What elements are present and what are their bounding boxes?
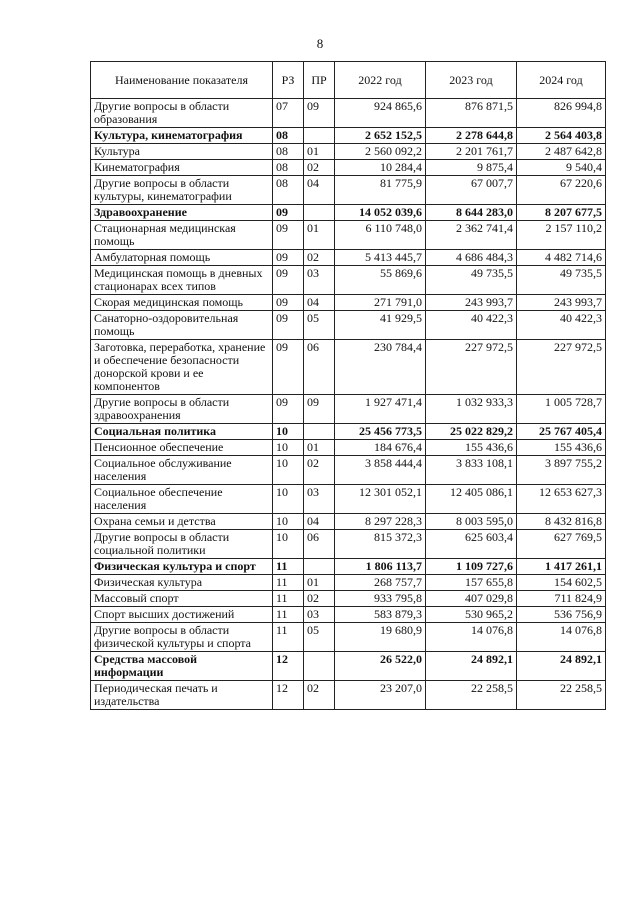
cell-2024: 227 972,5 xyxy=(517,340,606,395)
cell-pr: 02 xyxy=(304,456,335,485)
table-row xyxy=(91,559,606,575)
cell-2024: 8 432 816,8 xyxy=(517,514,606,530)
cell-pr xyxy=(304,205,335,221)
cell-2022: 5 413 445,7 xyxy=(335,250,426,266)
cell-rz: 10 xyxy=(273,514,304,530)
table-row xyxy=(91,160,606,176)
cell-2023: 25 022 829,2 xyxy=(426,424,517,440)
cell-rz: 11 xyxy=(273,575,304,591)
cell-rz: 10 xyxy=(273,530,304,559)
cell-2023: 12 405 086,1 xyxy=(426,485,517,514)
cell-2022: 8 297 228,3 xyxy=(335,514,426,530)
cell-name: Санаторно-оздоровительная помощь xyxy=(91,311,273,340)
cell-pr: 06 xyxy=(304,530,335,559)
table-row xyxy=(91,266,606,295)
table-row xyxy=(91,575,606,591)
cell-pr: 02 xyxy=(304,160,335,176)
table-row xyxy=(91,514,606,530)
cell-name: Другие вопросы в области культуры, кинематографии xyxy=(91,176,273,205)
header-name: Наименование показателя xyxy=(91,62,273,99)
table-row xyxy=(91,456,606,485)
cell-2022: 41 929,5 xyxy=(335,311,426,340)
cell-2022: 10 284,4 xyxy=(335,160,426,176)
cell-rz: 12 xyxy=(273,652,304,681)
cell-2024: 2 564 403,8 xyxy=(517,128,606,144)
cell-pr xyxy=(304,559,335,575)
table-row xyxy=(91,591,606,607)
table-row xyxy=(91,311,606,340)
header-2023: 2023 год xyxy=(426,62,517,99)
cell-name: Физическая культура и спорт xyxy=(91,559,273,575)
cell-2024: 24 892,1 xyxy=(517,652,606,681)
table-header-row xyxy=(91,62,606,99)
cell-2024: 1 005 728,7 xyxy=(517,395,606,424)
table-row xyxy=(91,340,606,395)
cell-rz: 08 xyxy=(273,160,304,176)
cell-2022: 19 680,9 xyxy=(335,623,426,652)
table-row xyxy=(91,652,606,681)
table-row xyxy=(91,295,606,311)
cell-name: Пенсионное обеспечение xyxy=(91,440,273,456)
cell-2022: 815 372,3 xyxy=(335,530,426,559)
cell-name: Спорт высших достижений xyxy=(91,607,273,623)
cell-2024: 711 824,9 xyxy=(517,591,606,607)
cell-2022: 6 110 748,0 xyxy=(335,221,426,250)
cell-name: Культура, кинематография xyxy=(91,128,273,144)
cell-2024: 3 897 755,2 xyxy=(517,456,606,485)
cell-name: Кинематография xyxy=(91,160,273,176)
table-row xyxy=(91,623,606,652)
cell-rz: 11 xyxy=(273,607,304,623)
cell-2022: 924 865,6 xyxy=(335,99,426,128)
header-pr: ПР xyxy=(304,62,335,99)
cell-rz: 10 xyxy=(273,485,304,514)
table-row xyxy=(91,607,606,623)
cell-name: Средства массовой информации xyxy=(91,652,273,681)
cell-2024: 40 422,3 xyxy=(517,311,606,340)
cell-2022: 3 858 444,4 xyxy=(335,456,426,485)
cell-2024: 4 482 714,6 xyxy=(517,250,606,266)
table-row xyxy=(91,440,606,456)
cell-pr: 09 xyxy=(304,99,335,128)
cell-2024: 826 994,8 xyxy=(517,99,606,128)
cell-name: Культура xyxy=(91,144,273,160)
table-row xyxy=(91,144,606,160)
cell-rz: 09 xyxy=(273,340,304,395)
table-row xyxy=(91,530,606,559)
cell-2023: 243 993,7 xyxy=(426,295,517,311)
cell-name: Социальное обеспечение населения xyxy=(91,485,273,514)
cell-pr: 05 xyxy=(304,623,335,652)
cell-2024: 154 602,5 xyxy=(517,575,606,591)
cell-2024: 67 220,6 xyxy=(517,176,606,205)
table-row xyxy=(91,395,606,424)
table-row xyxy=(91,221,606,250)
cell-2024: 2 487 642,8 xyxy=(517,144,606,160)
header-rz: РЗ xyxy=(273,62,304,99)
cell-pr: 01 xyxy=(304,575,335,591)
cell-rz: 09 xyxy=(273,311,304,340)
cell-pr: 04 xyxy=(304,295,335,311)
cell-name: Амбулаторная помощь xyxy=(91,250,273,266)
cell-2022: 184 676,4 xyxy=(335,440,426,456)
cell-name: Здравоохранение xyxy=(91,205,273,221)
cell-pr: 09 xyxy=(304,395,335,424)
cell-rz: 09 xyxy=(273,266,304,295)
cell-name: Социальная политика xyxy=(91,424,273,440)
cell-2023: 157 655,8 xyxy=(426,575,517,591)
cell-2024: 9 540,4 xyxy=(517,160,606,176)
cell-rz: 11 xyxy=(273,623,304,652)
cell-2024: 1 417 261,1 xyxy=(517,559,606,575)
cell-rz: 09 xyxy=(273,250,304,266)
cell-name: Периодическая печать и издательства xyxy=(91,681,273,710)
table-row xyxy=(91,176,606,205)
cell-pr: 01 xyxy=(304,440,335,456)
cell-pr: 02 xyxy=(304,591,335,607)
cell-2022: 12 301 052,1 xyxy=(335,485,426,514)
cell-2023: 4 686 484,3 xyxy=(426,250,517,266)
cell-name: Физическая культура xyxy=(91,575,273,591)
cell-rz: 11 xyxy=(273,591,304,607)
cell-2023: 227 972,5 xyxy=(426,340,517,395)
cell-rz: 07 xyxy=(273,99,304,128)
cell-2022: 26 522,0 xyxy=(335,652,426,681)
cell-2024: 536 756,9 xyxy=(517,607,606,623)
cell-name: Заготовка, переработка, хранение и обеспечение безопасности донорской крови и ее компонентов xyxy=(91,340,273,395)
cell-rz: 09 xyxy=(273,295,304,311)
cell-rz: 12 xyxy=(273,681,304,710)
cell-2022: 933 795,8 xyxy=(335,591,426,607)
table-row xyxy=(91,681,606,710)
cell-2024: 25 767 405,4 xyxy=(517,424,606,440)
table-row xyxy=(91,99,606,128)
cell-pr: 01 xyxy=(304,144,335,160)
cell-2023: 67 007,7 xyxy=(426,176,517,205)
cell-2023: 2 278 644,8 xyxy=(426,128,517,144)
cell-2024: 155 436,6 xyxy=(517,440,606,456)
cell-2023: 1 109 727,6 xyxy=(426,559,517,575)
table-row xyxy=(91,485,606,514)
cell-rz: 08 xyxy=(273,128,304,144)
cell-rz: 10 xyxy=(273,456,304,485)
page-number: 8 xyxy=(316,36,324,51)
cell-name: Социальное обслуживание населения xyxy=(91,456,273,485)
budget-table xyxy=(90,61,606,710)
table-row xyxy=(91,424,606,440)
cell-rz: 10 xyxy=(273,424,304,440)
table-row xyxy=(91,205,606,221)
cell-2023: 155 436,6 xyxy=(426,440,517,456)
cell-2022: 271 791,0 xyxy=(335,295,426,311)
header-2022: 2022 год xyxy=(335,62,426,99)
cell-2022: 2 560 092,2 xyxy=(335,144,426,160)
cell-name: Скорая медицинская помощь xyxy=(91,295,273,311)
cell-name: Охрана семьи и детства xyxy=(91,514,273,530)
cell-pr xyxy=(304,128,335,144)
cell-pr: 01 xyxy=(304,221,335,250)
cell-2022: 25 456 773,5 xyxy=(335,424,426,440)
cell-name: Другие вопросы в области образования xyxy=(91,99,273,128)
cell-name: Другие вопросы в области социальной политики xyxy=(91,530,273,559)
cell-name: Другие вопросы в области здравоохранения xyxy=(91,395,273,424)
cell-2022: 230 784,4 xyxy=(335,340,426,395)
cell-2022: 81 775,9 xyxy=(335,176,426,205)
cell-2023: 14 076,8 xyxy=(426,623,517,652)
cell-rz: 09 xyxy=(273,395,304,424)
cell-2024: 2 157 110,2 xyxy=(517,221,606,250)
cell-rz: 09 xyxy=(273,205,304,221)
cell-pr: 04 xyxy=(304,514,335,530)
cell-2023: 625 603,4 xyxy=(426,530,517,559)
cell-rz: 11 xyxy=(273,559,304,575)
cell-pr: 03 xyxy=(304,607,335,623)
cell-2023: 40 422,3 xyxy=(426,311,517,340)
cell-2022: 55 869,6 xyxy=(335,266,426,295)
cell-name: Стационарная медицинская помощь xyxy=(91,221,273,250)
cell-name: Другие вопросы в области физической культуры и спорта xyxy=(91,623,273,652)
cell-2022: 1 806 113,7 xyxy=(335,559,426,575)
cell-pr: 02 xyxy=(304,250,335,266)
cell-2024: 22 258,5 xyxy=(517,681,606,710)
cell-2023: 3 833 108,1 xyxy=(426,456,517,485)
cell-name: Массовый спорт xyxy=(91,591,273,607)
cell-pr xyxy=(304,424,335,440)
header-2024: 2024 год xyxy=(517,62,606,99)
cell-2023: 8 003 595,0 xyxy=(426,514,517,530)
cell-2023: 24 892,1 xyxy=(426,652,517,681)
cell-2022: 2 652 152,5 xyxy=(335,128,426,144)
cell-pr: 02 xyxy=(304,681,335,710)
cell-rz: 09 xyxy=(273,221,304,250)
cell-2024: 14 076,8 xyxy=(517,623,606,652)
cell-2024: 243 993,7 xyxy=(517,295,606,311)
cell-2023: 8 644 283,0 xyxy=(426,205,517,221)
cell-2022: 1 927 471,4 xyxy=(335,395,426,424)
cell-pr: 06 xyxy=(304,340,335,395)
cell-2023: 9 875,4 xyxy=(426,160,517,176)
cell-2023: 876 871,5 xyxy=(426,99,517,128)
cell-2023: 2 362 741,4 xyxy=(426,221,517,250)
cell-rz: 08 xyxy=(273,144,304,160)
cell-2024: 8 207 677,5 xyxy=(517,205,606,221)
cell-2023: 2 201 761,7 xyxy=(426,144,517,160)
cell-pr xyxy=(304,652,335,681)
cell-pr: 05 xyxy=(304,311,335,340)
cell-2024: 12 653 627,3 xyxy=(517,485,606,514)
cell-2023: 22 258,5 xyxy=(426,681,517,710)
cell-2022: 583 879,3 xyxy=(335,607,426,623)
cell-pr: 03 xyxy=(304,266,335,295)
cell-rz: 10 xyxy=(273,440,304,456)
cell-2023: 1 032 933,3 xyxy=(426,395,517,424)
cell-pr: 03 xyxy=(304,485,335,514)
cell-name: Медицинская помощь в дневных стационарах всех типов xyxy=(91,266,273,295)
cell-2022: 23 207,0 xyxy=(335,681,426,710)
cell-2024: 49 735,5 xyxy=(517,266,606,295)
cell-2023: 407 029,8 xyxy=(426,591,517,607)
cell-pr: 04 xyxy=(304,176,335,205)
cell-2023: 49 735,5 xyxy=(426,266,517,295)
table-row xyxy=(91,128,606,144)
table-row xyxy=(91,250,606,266)
cell-2022: 14 052 039,6 xyxy=(335,205,426,221)
cell-2022: 268 757,7 xyxy=(335,575,426,591)
cell-rz: 08 xyxy=(273,176,304,205)
cell-2023: 530 965,2 xyxy=(426,607,517,623)
cell-2024: 627 769,5 xyxy=(517,530,606,559)
